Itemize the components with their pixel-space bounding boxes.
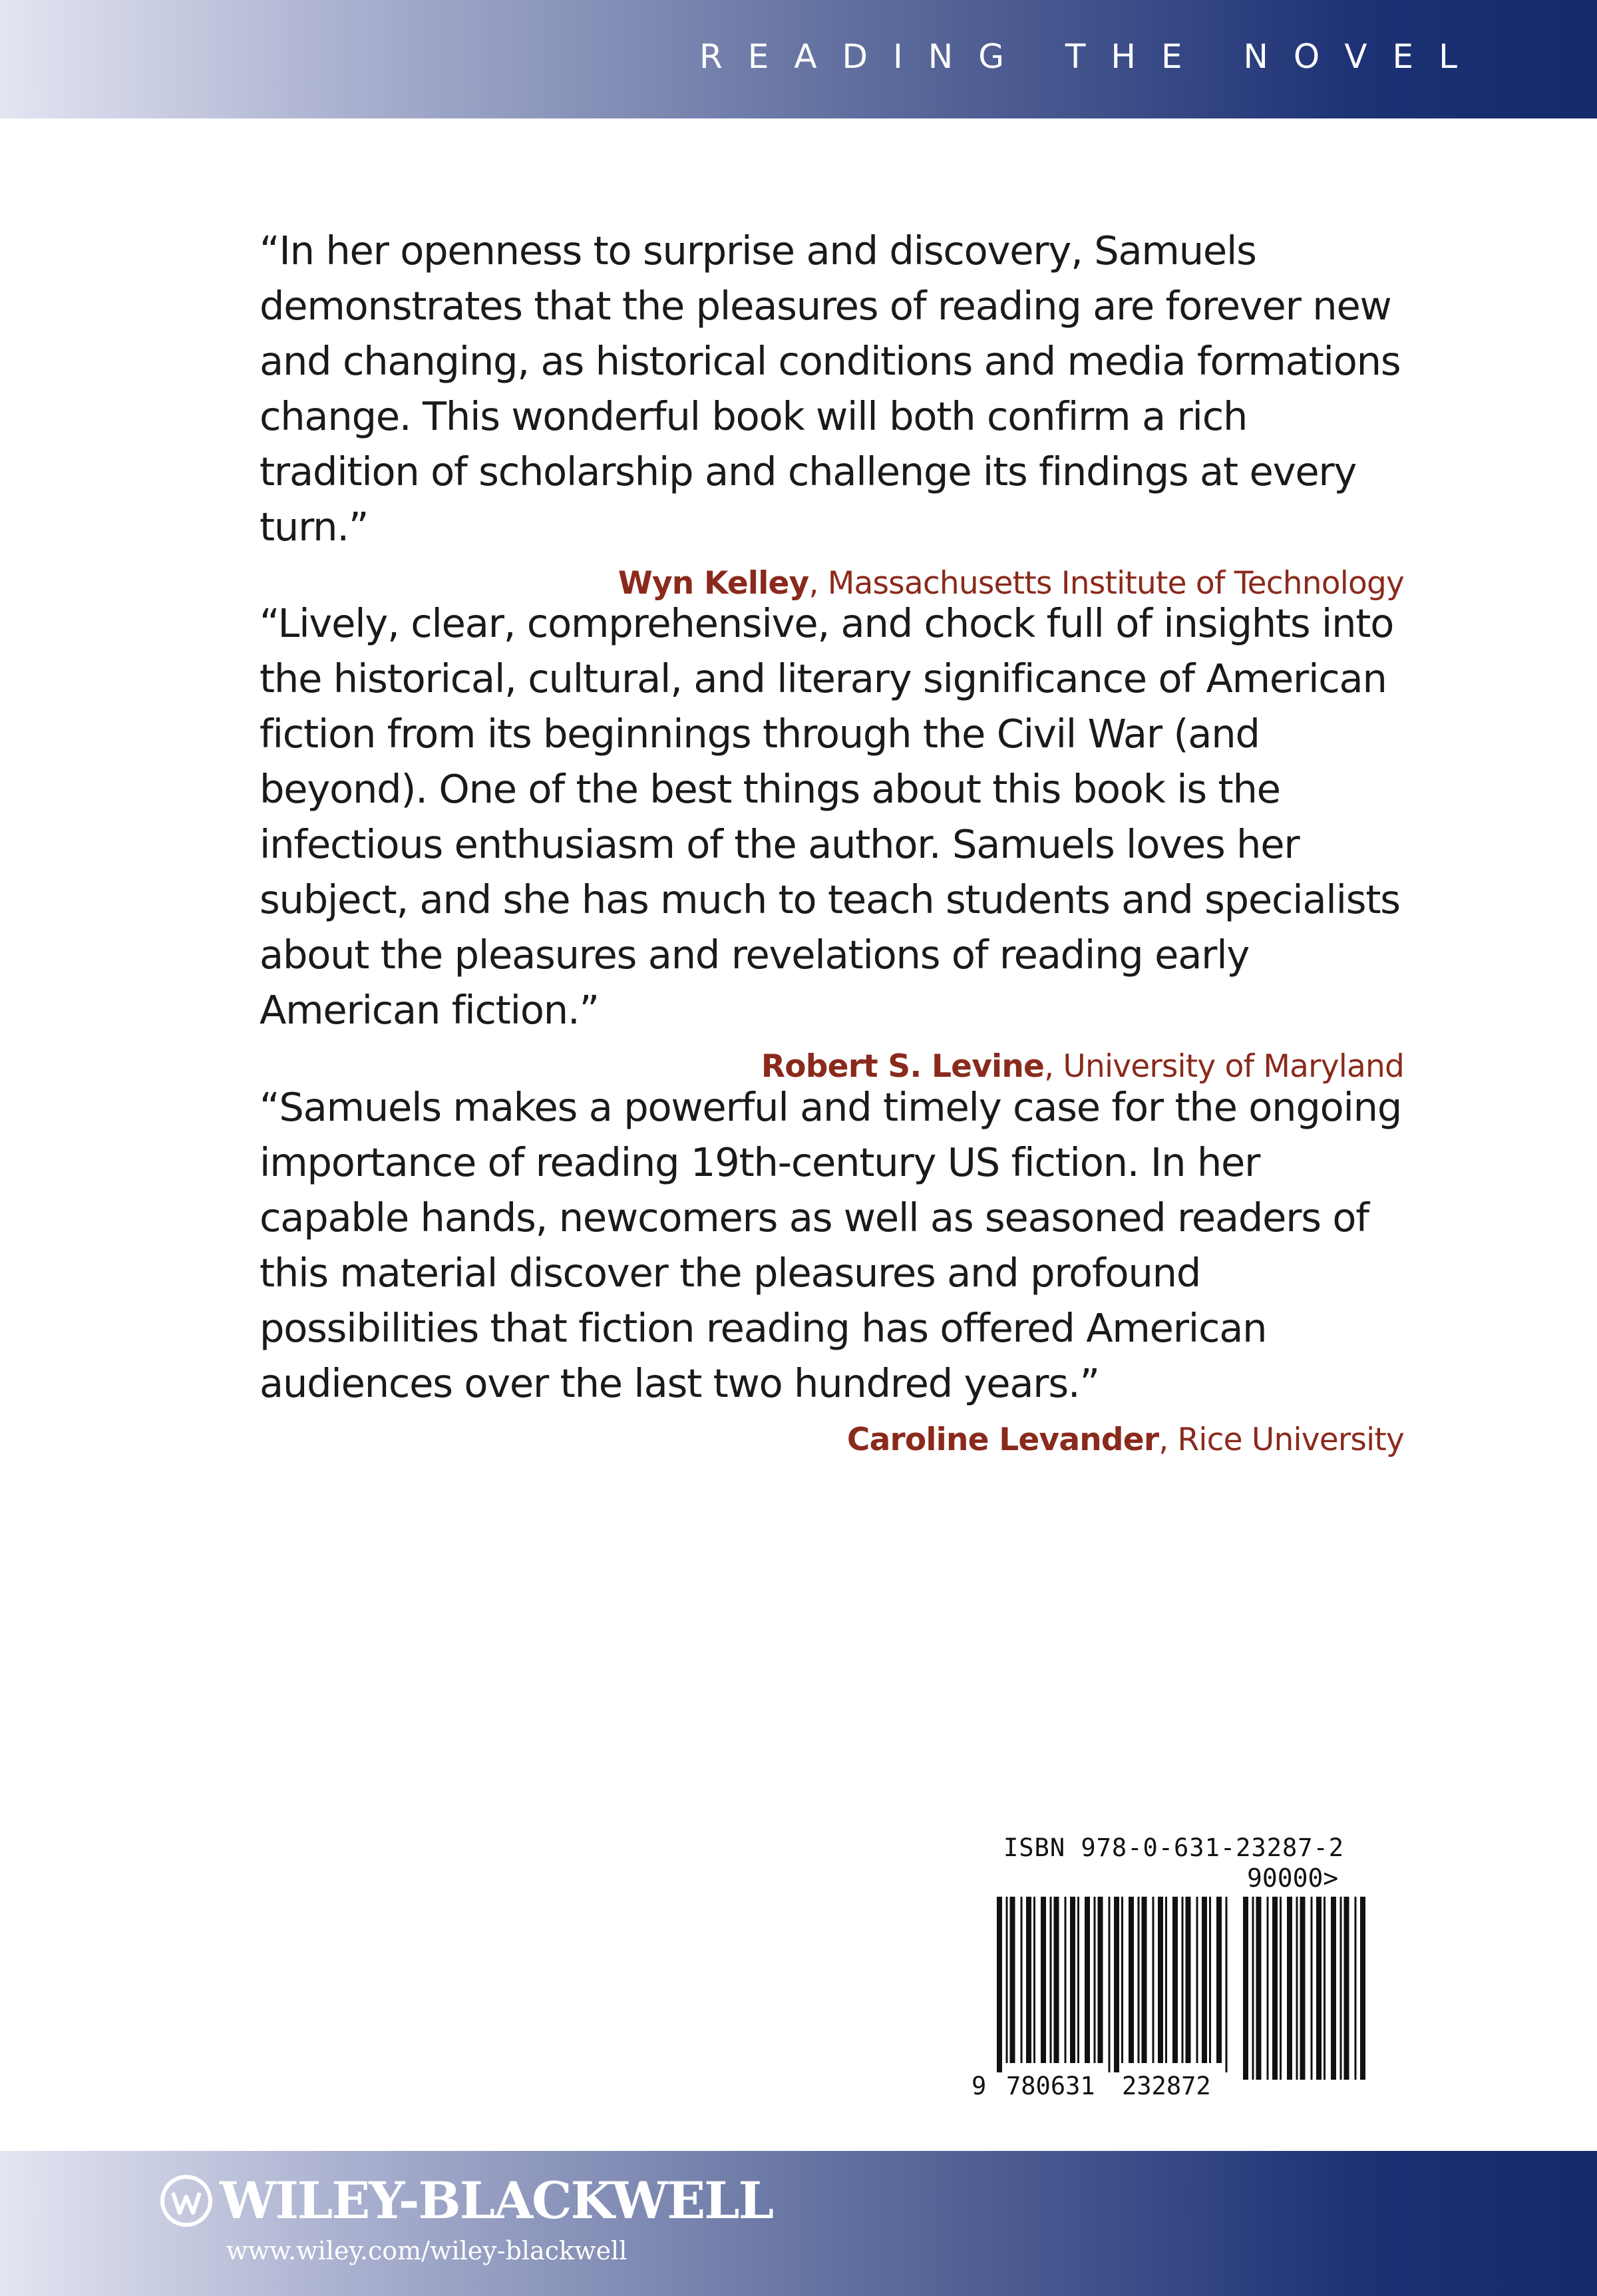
price-code: 90000>: [1247, 1863, 1339, 1893]
blurb-text: “Lively, clear, comprehensive, and chock full of insights into the historical, cultural, and literary significance of American fiction from its beginnings through the Civil War (and beyond). One of the best things about this book is the infectious enthusiasm of the author. Samuels loves her subject, and she has much to teach students and specialists about the pleasures and revelations of reading early American fiction.”: [260, 600, 1400, 1033]
publisher-name: WILEY-BLACKWELL: [220, 2171, 773, 2230]
barcode-bar: [1256, 1897, 1262, 2080]
barcode-bar: [1186, 1897, 1191, 2063]
footer-band: [0, 2151, 1597, 2296]
reviewer-name: Caroline Levander: [846, 1422, 1159, 1458]
barcode-bar: [1158, 1897, 1163, 2063]
barcode-bar: [1165, 1897, 1167, 2063]
barcode-bar: [1065, 1897, 1067, 2063]
barcode-bar: [1331, 1897, 1336, 2080]
barcode-bar: [1360, 1897, 1365, 2080]
publisher-url[interactable]: www.wiley.com/wiley-blackwell: [226, 2236, 627, 2265]
barcode-bar: [1153, 1897, 1154, 2063]
barcode-bar: [1050, 1897, 1052, 2063]
barcode-bar: [1344, 1897, 1349, 2080]
reviewer-affiliation: , University of Maryland: [1044, 1048, 1404, 1085]
barcode-bar: [1216, 1897, 1222, 2063]
barcode-bar: [1070, 1897, 1075, 2063]
barcode-bar: [1243, 1897, 1248, 2080]
wiley-seal-icon: [158, 2173, 214, 2229]
barcode-bar: [1226, 1897, 1228, 2072]
blurb-3: [260, 1079, 1404, 1460]
barcode-bar: [1196, 1897, 1198, 2063]
barcode-bar: [1142, 1897, 1147, 2063]
barcode-bar: [1209, 1897, 1211, 2063]
barcode-bar: [1267, 1897, 1269, 2080]
barcode-bars: [965, 1833, 1397, 2100]
isbn-label: ISBN 978-0-631-23287-2: [1003, 1833, 1345, 1862]
barcode-bar: [1041, 1897, 1046, 2063]
barcode-bar: [1006, 1897, 1008, 2063]
publisher-logo: [158, 2171, 773, 2230]
barcode-digit-lead: 9: [972, 2072, 987, 2100]
blurb-attribution: [260, 1420, 1404, 1460]
barcode-bar: [1098, 1897, 1103, 2063]
isbn-barcode: [965, 1833, 1397, 2100]
barcode-bar: [1010, 1897, 1015, 2063]
barcode-bar: [1355, 1897, 1357, 2080]
series-title: READING THE NOVEL: [699, 37, 1483, 76]
barcode-digits-left: 780631: [1006, 2072, 1095, 2100]
barcode-bar: [1054, 1897, 1059, 2063]
barcode-bar: [1296, 1897, 1298, 2080]
reviewer-name: Robert S. Levine: [761, 1048, 1045, 1085]
blurb-1: [260, 223, 1404, 604]
barcode-bar: [1202, 1897, 1207, 2063]
barcode-bar: [1172, 1897, 1178, 2063]
barcode-bar: [1026, 1897, 1031, 2063]
barcode-bar: [1085, 1897, 1090, 2063]
blurb-text: “Samuels makes a powerful and timely case for the ongoing importance of reading 19th-century US fiction. In her capable hands, newcomers as well as seasoned readers of this material discover the pleasures and profound possibilities that fiction reading has offered American audiences over the last two hundred years.”: [260, 1084, 1402, 1406]
barcode-bar: [1129, 1897, 1134, 2063]
barcode-bar: [1077, 1897, 1079, 2063]
barcode-bar: [1311, 1897, 1313, 2080]
barcode-digits-right: 232872: [1122, 2072, 1211, 2100]
barcode-bar: [1324, 1897, 1326, 2080]
barcode-bar: [1138, 1897, 1140, 2063]
blurb-text: “In her openness to surprise and discovery, Samuels demonstrates that the pleasures of reading are forever new and changing, as historical conditions and media formations change. This wonderful book will both confirm a rich tradition of scholarship and challenge its findings at every turn.”: [260, 228, 1401, 550]
barcode-bar: [1121, 1897, 1123, 2063]
barcode-bar: [1033, 1897, 1035, 2063]
reviewer-name: Wyn Kelley: [618, 565, 809, 602]
header-band: [0, 0, 1597, 118]
barcode-bar: [997, 1897, 1002, 2072]
barcode-bar: [1272, 1897, 1278, 2080]
barcode-bar: [1340, 1897, 1342, 2080]
barcode-bar: [1300, 1897, 1306, 2080]
barcode-bar: [1021, 1897, 1023, 2063]
reviewer-affiliation: , Massachusetts Institute of Technology: [808, 565, 1404, 602]
barcode-bar: [1109, 1897, 1111, 2072]
barcode-bar: [1094, 1897, 1096, 2063]
blurb-2: [260, 596, 1404, 1087]
barcode-bar: [1252, 1897, 1254, 2080]
barcode-bar: [1316, 1897, 1322, 2080]
barcode-bar: [1287, 1897, 1292, 2080]
barcode-bar: [1280, 1897, 1282, 2080]
reviewer-affiliation: , Rice University: [1158, 1422, 1404, 1458]
barcode-bar: [1114, 1897, 1119, 2072]
barcode-bar: [1182, 1897, 1184, 2063]
